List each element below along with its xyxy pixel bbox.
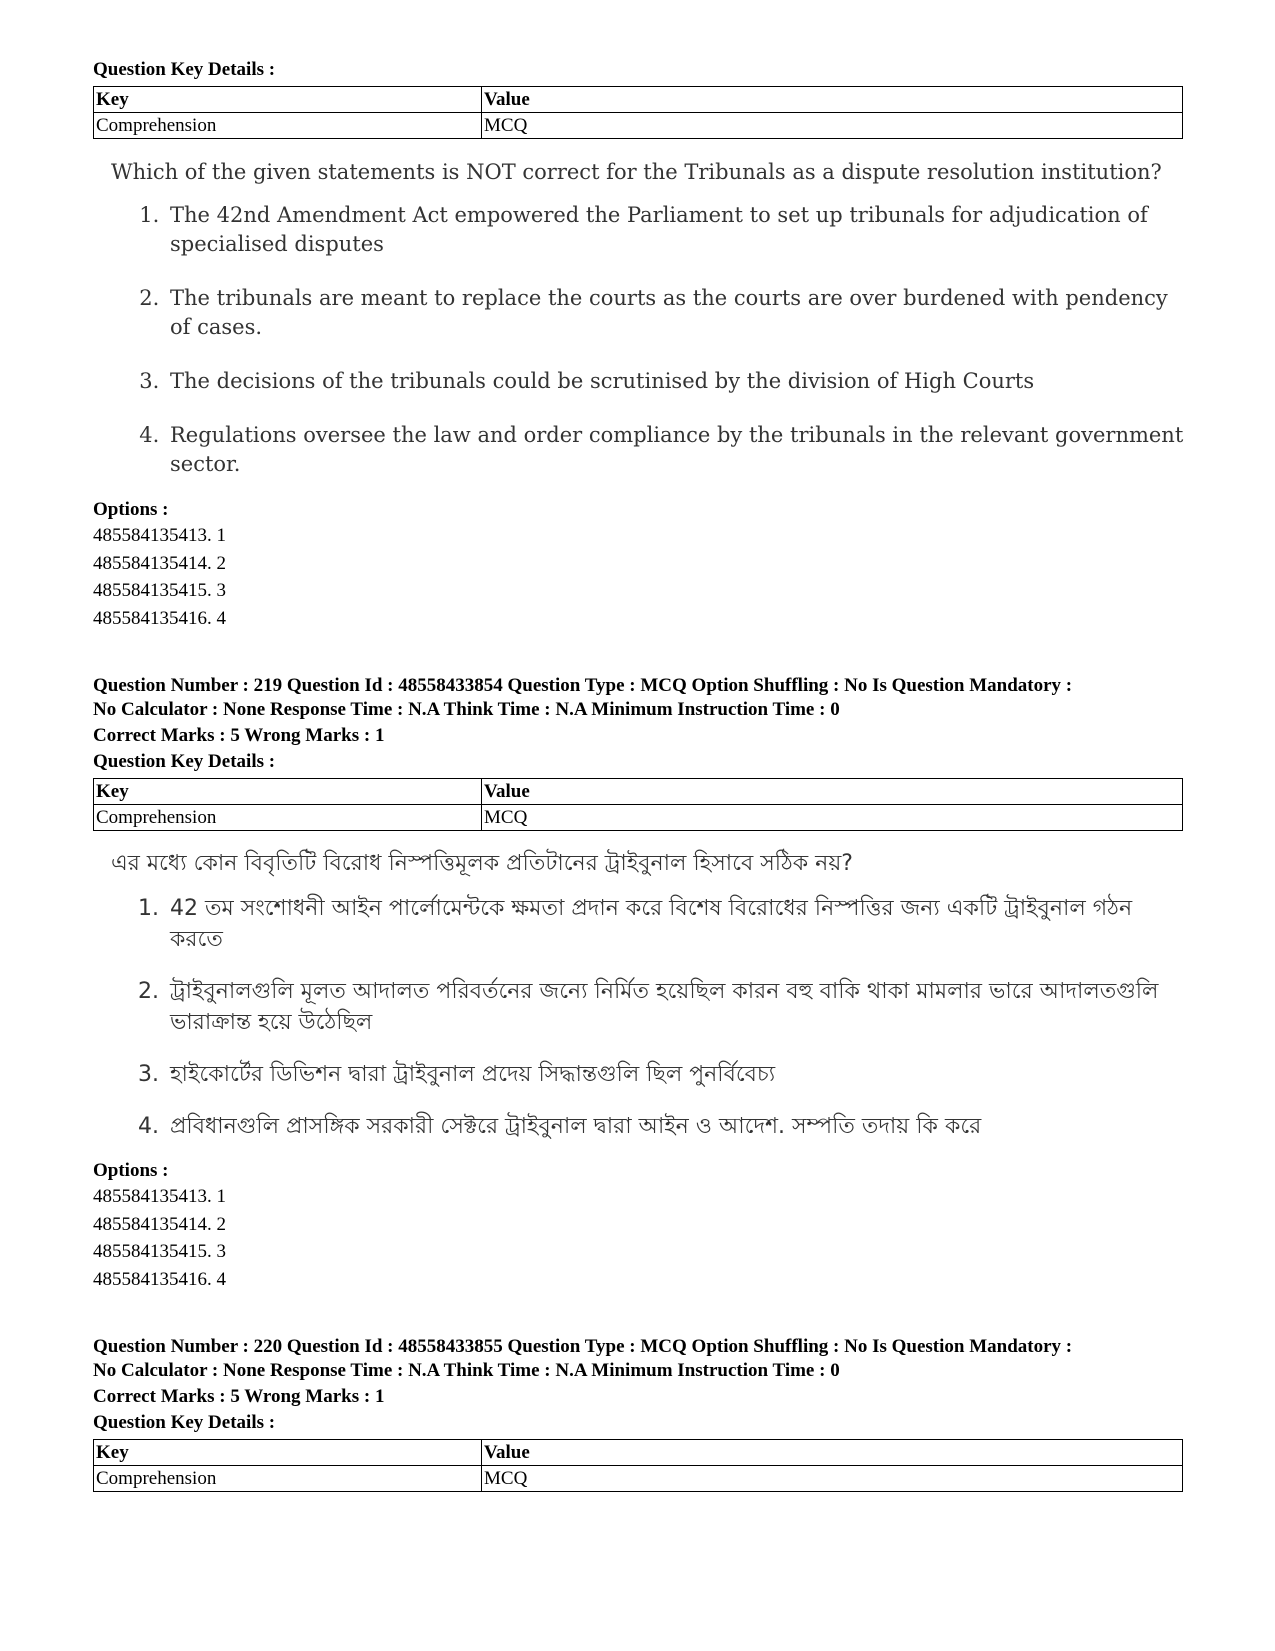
key-details-table bbox=[93, 778, 1183, 831]
question-block-220 bbox=[93, 1335, 1189, 1492]
statement-item: 4. প্রবিধানগুলি প্রাসঙ্গিক সরকারী সেক্টরে ট্রাইবুনাল দ্বারা আইন ও আদেশ. সম্পতি তদায় কি করে bbox=[166, 1111, 1189, 1142]
question-block-219 bbox=[93, 674, 1189, 1293]
option-item: 485584135416. 4 bbox=[93, 607, 226, 629]
statement-item: 3. হাইকোর্টের ডিভিশন দ্বারা ট্রাইবুনাল প্রদেয় সিদ্ধান্তগুলি ছিল পুনর্বিবেচ্য bbox=[166, 1059, 1189, 1090]
option-item: 485584135415. 3 bbox=[93, 580, 226, 601]
document-page bbox=[93, 58, 1189, 1492]
option-item: 485584135415. 3 bbox=[93, 1241, 226, 1262]
table-cell-value: MCQ bbox=[482, 113, 1183, 139]
key-details-title: Question Key Details : bbox=[93, 751, 276, 772]
question-block-218 bbox=[93, 58, 1189, 632]
option-item: 485584135413. 1 bbox=[93, 1186, 226, 1207]
marks-line: Correct Marks : 5 Wrong Marks : 1 bbox=[93, 1386, 385, 1407]
statement-list bbox=[111, 893, 1189, 1142]
statement-list bbox=[111, 201, 1189, 479]
table-header-value: Value bbox=[482, 1440, 1183, 1466]
statement-item: 4. Regulations oversee the law and order compliance by the tribunals in the relevant government sector. bbox=[166, 421, 1189, 479]
option-item: 485584135414. 2 bbox=[93, 1213, 226, 1235]
marks-line: Correct Marks : 5 Wrong Marks : 1 bbox=[93, 725, 385, 746]
statement-item: 3. The decisions of the tribunals could be scrutinised by the division of High Courts bbox=[166, 367, 1189, 396]
table-header-value: Value bbox=[482, 87, 1183, 113]
table-row bbox=[94, 805, 1183, 831]
question-meta-line-1: Question Number : 219 Question Id : 48558433854 Question Type : MCQ Option Shuffling : No Is Question Mandatory : bbox=[93, 675, 1073, 696]
key-details-title: Question Key Details : bbox=[93, 59, 276, 80]
key-details-table bbox=[93, 1439, 1183, 1492]
table-header-value: Value bbox=[482, 779, 1183, 805]
table-header-row bbox=[94, 87, 1183, 113]
statement-item: 1. 42 তম সংশোধনী আইন পার্লোমেন্টকে ক্ষমতা প্রদান করে বিশেষ বিরোধের নিস্পত্তির জন্য একটি ট্রাইবুনাল গঠন করতে bbox=[166, 893, 1189, 955]
table-header-key: Key bbox=[94, 87, 482, 113]
statement-item: 2. The tribunals are meant to replace the courts as the courts are over burdened with pendency of cases. bbox=[166, 284, 1189, 342]
table-cell-key: Comprehension bbox=[94, 113, 482, 139]
question-stem: Which of the given statements is NOT correct for the Tribunals as a dispute resolution institution? bbox=[111, 160, 1162, 184]
table-row bbox=[94, 1466, 1183, 1492]
question-content bbox=[111, 157, 1189, 479]
question-stem: এর মধ্যে কোন বিবৃতিটি বিরোধ নিস্পত্তিমূলক প্রতিটানের ট্রাইবুনাল হিসাবে সঠিক নয়? bbox=[111, 851, 853, 876]
table-cell-value: MCQ bbox=[482, 1466, 1183, 1492]
options-title: Options : bbox=[93, 499, 169, 520]
question-meta-line-2: No Calculator : None Response Time : N.A Think Time : N.A Minimum Instruction Time : 0 bbox=[93, 699, 840, 720]
question-meta-line-1: Question Number : 220 Question Id : 48558433855 Question Type : MCQ Option Shuffling : No Is Question Mandatory : bbox=[93, 1336, 1073, 1357]
question-meta-line-2: No Calculator : None Response Time : N.A Think Time : N.A Minimum Instruction Time : 0 bbox=[93, 1360, 840, 1381]
statement-item: 2. ট্রাইবুনালগুলি মূলত আদালত পরিবর্তনের জন্যে নির্মিত হয়েছিল কারন বহু বাকি থাকা মামলার ভারে আদালতগুলি ভারাক্রান্ত হয়ে উঠেছিল bbox=[166, 976, 1189, 1038]
table-header-row bbox=[94, 779, 1183, 805]
table-header-row bbox=[94, 1440, 1183, 1466]
statement-item: 1. The 42nd Amendment Act empowered the Parliament to set up tribunals for adjudication of specialised disputes bbox=[166, 201, 1189, 259]
table-header-key: Key bbox=[94, 779, 482, 805]
option-item: 485584135413. 1 bbox=[93, 525, 226, 546]
key-details-table bbox=[93, 86, 1183, 139]
table-row bbox=[94, 113, 1183, 139]
table-cell-key: Comprehension bbox=[94, 805, 482, 831]
options-list bbox=[93, 522, 1189, 632]
question-content bbox=[111, 849, 1189, 1142]
table-header-key: Key bbox=[94, 1440, 482, 1466]
table-cell-key: Comprehension bbox=[94, 1466, 482, 1492]
option-item: 485584135416. 4 bbox=[93, 1268, 226, 1290]
option-item: 485584135414. 2 bbox=[93, 552, 226, 574]
table-cell-value: MCQ bbox=[482, 805, 1183, 831]
options-list bbox=[93, 1183, 1189, 1293]
key-details-title: Question Key Details : bbox=[93, 1412, 276, 1433]
options-title: Options : bbox=[93, 1160, 169, 1181]
